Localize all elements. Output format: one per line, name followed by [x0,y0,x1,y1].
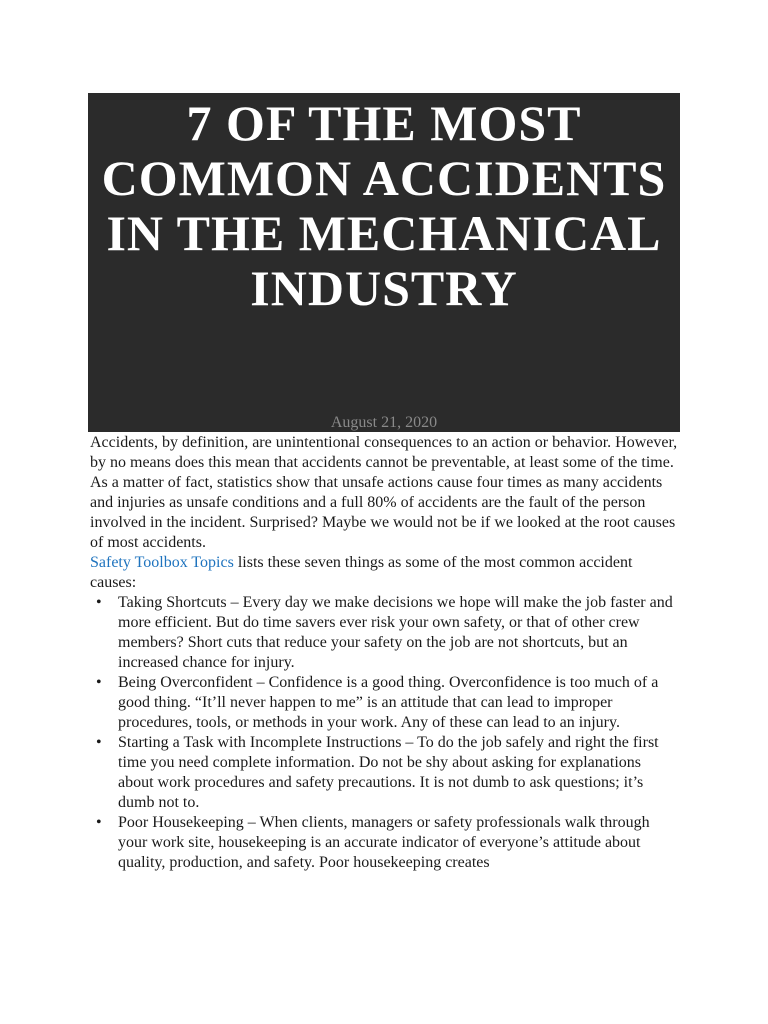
list-item-text: Being Overconfident – Confidence is a good thing. Overconfidence is too much of a good thing. “It’ll never happen to me” is an attitude that can lead to improper procedures, tools, or methods in your work. Any of these can lead to an injury. [118,674,659,731]
bullet-icon: • [96,594,102,611]
list-item [90,673,680,733]
bullet-icon: • [96,734,102,751]
bullet-icon: • [96,814,102,831]
list-item-text: Poor Housekeeping – When clients, managers or safety professionals walk through your work site, housekeeping is an accurate indicator of everyone’s attitude about quality, production, and safety. Poor housekeeping creates [118,814,650,871]
article-title: 7 OF THE MOST COMMON ACCIDENTS IN THE MECHANICAL INDUSTRY [101,95,667,316]
title-banner [88,93,680,432]
accident-causes-list [90,593,680,873]
list-item-text: Starting a Task with Incomplete Instructions – To do the job safely and right the first time you need complete information. Do not be shy about asking for explanations about work procedures and safety precautions. It is not dumb to ask questions; it’s dumb not to. [118,734,659,811]
safety-toolbox-topics-link[interactable]: Safety Toolbox Topics [90,554,234,571]
article-body [90,433,680,873]
list-item [90,593,680,673]
bullet-icon: • [96,674,102,691]
statistics-paragraph: As a matter of fact, statistics show that unsafe actions cause four times as many accidents and injuries as unsafe conditions and a full 80% of accidents are the fault of the person involved in the incident. Surprised? Maybe we would not be if we looked at the root causes of most accidents. [90,474,676,551]
intro-paragraph: Accidents, by definition, are unintentional consequences to an action or behavior. However, by no means does this mean that accidents cannot be preventable, at least some of the time. [90,434,678,471]
publish-date: August 21, 2020 [330,414,438,431]
list-item [90,733,680,813]
causes-intro-paragraph [90,553,680,593]
list-item-text: Taking Shortcuts – Every day we make decisions we hope will make the job faster and more efficient. But do time savers ever risk your own safety, or that of other crew members? Short cuts that reduce your safety on the job are not shortcuts, but an increased chance for injury. [118,594,673,671]
causes-intro-text: lists these seven things as some of the most common accident causes: [90,554,633,591]
list-item [90,813,680,873]
